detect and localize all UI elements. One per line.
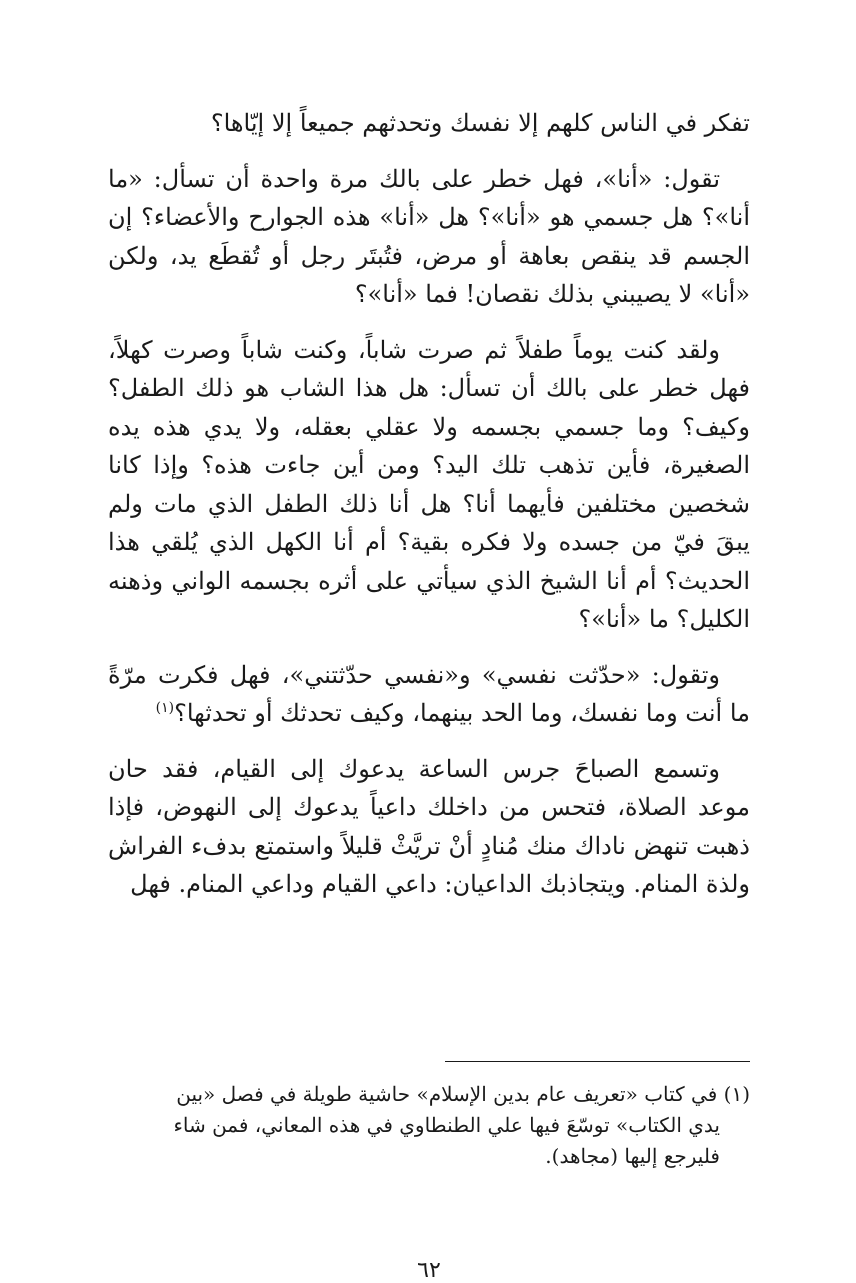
footnote-line-1: (١) في كتاب «تعريف عام بدين الإسلام» حاشية طويلة في فصل «بين bbox=[176, 1082, 750, 1106]
book-page bbox=[108, 104, 751, 1283]
footnote-line-2: يدي الكتاب» توسّعَ فيها علي الطنطاوي في هذه المعاني، فمن شاء bbox=[173, 1113, 720, 1137]
paragraph-4-text: وتقول: «حدّثت نفسي» و«نفسي حدّثتني»، فهل فكرت مرّةً ما أنت وما نفسك، وما الحد بينهما، وكيف تحدثك أو تحدثها؟ bbox=[108, 660, 750, 727]
footnote-divider bbox=[445, 1061, 750, 1062]
paragraph-2: تقول: «أنا»، فهل خطر على بالك مرة واحدة أن تسأل: «ما أنا»؟ هل جسمي هو «أنا»؟ هل «أنا» هذه الجوارح والأعضاء؟ إن الجسم قد ينقص بعاهة أو مرض، فتُبتَر رجل أو تُقطَع يد، ولكن «أنا» لا يصيبني بذلك نقصان! فما «أنا»؟ bbox=[108, 164, 750, 308]
paragraph-gap bbox=[108, 733, 750, 750]
footnote bbox=[108, 1079, 750, 1172]
paragraph-gap bbox=[108, 143, 750, 160]
paragraph-gap bbox=[108, 639, 750, 656]
paragraph-1: تفكر في الناس كلهم إلا نفسك وتحدثهم جميعاً إلا إيّاها؟ bbox=[210, 109, 750, 137]
footnote-line-3: فليرجع إليها (مجاهد). bbox=[545, 1144, 720, 1168]
paragraph-gap bbox=[108, 314, 750, 331]
page-number: ٦٢ bbox=[417, 1258, 441, 1283]
paragraph-3: ولقد كنت يوماً طفلاً ثم صرت شاباً، وكنت شاباً وصرت كهلاً، فهل خطر على بالك أن تسأل: هل هذا الشاب هو ذلك الطفل؟ وكيف؟ وما جسمي بجسمه ولا عقلي بعقله، ولا يدي هذه يده الصغيرة، فأين تذهب تلك اليد؟ ومن أين جاءت هذه؟ وإذا كانا شخصين مختلفين فأيهما أنا؟ هل أنا ذلك الطفل الذي مات ولم يبقَ فيّ من جسده ولا فكره بقية؟ أم أنا الكهل الذي يُلقي هذا الحديث؟ أم أنا الشيخ الذي سيأتي على أثره بجسمه الواني وذهنه الكليل؟ ما «أنا»؟ bbox=[108, 335, 751, 633]
footnote-reference: (١) bbox=[155, 700, 175, 716]
paragraph-5: وتسمع الصباحَ جرس الساعة يدعوك إلى القيام، فقد حان موعد الصلاة، فتحس من داخلك داعياً يدعوك إلى النهوض، فإذا ذهبت تنهض ناداك منك مُنادٍ أنْ تريَّثْ قليلاً واستمتع بدفء الفراش ولذة المنام. ويتجاذبك الداعيان: داعي القيام وداعي المنام. فهل bbox=[108, 754, 750, 898]
paragraph-4 bbox=[108, 656, 750, 733]
